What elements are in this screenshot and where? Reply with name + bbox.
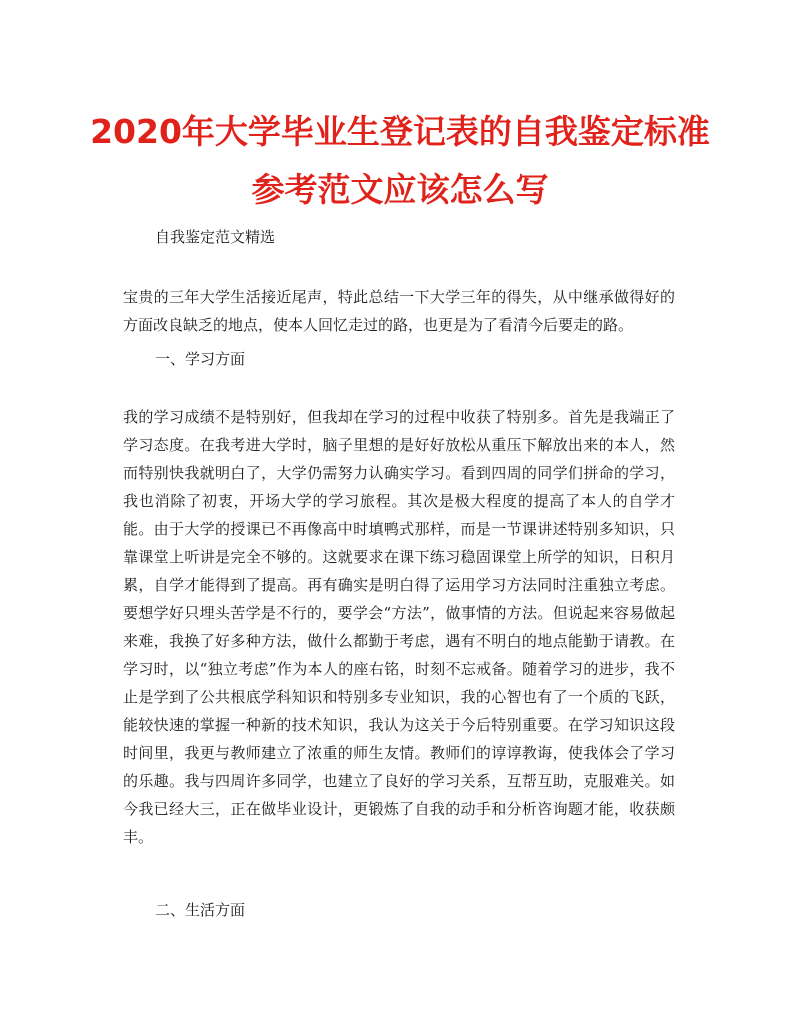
document-subtitle: 自我鉴定范文精选 (155, 228, 276, 246)
study-paragraph: 我的学习成绩不是特别好，但我却在学习的过程中收获了特别多。首先是我端正了学习态度。在我考进大学时，脑子里想的是好好放松从重压下解放出来的本人，然而特别快我就明白了，大学仍需努力认确实学习。看到四周的同学们拼命的学习，我也消除了初衷，开场大学的学习旅程。其次是极大程度的提高了本人的自学才能。由于大学的授课已不再像高中时填鸭式那样，而是一节课讲述特别多知识，只靠课堂上听讲是完全不够的。这就要求在课下练习稳固课堂上所学的知识，日积月累，自学才能得到了提高。再有确实是明白得了运用学习方法同时注重独立考虑。要想学好只埋头苦学是不行的，要学会“方法”，做事情的方法。但说起来容易做起来难，我换了好多种方法，做什么都勤于考虑，遇有不明白的地点能勤于请教。在学习时，以“独立考虑”作为本人的座右铭，时刻不忘戒备。随着学习的进步，我不止是学到了公共根底学科知识和特别多专业知识，我的心智也有了一个质的飞跃，能较快速的掌握一种新的技术知识，我认为这关于今后特别重要。在学习知识这段时间里，我更与教师建立了浓重的师生友情。教师们的谆谆教诲，使我体会了学习的乐趣。我与四周许多同学，也建立了良好的学习关系，互帮互助，克服难关。如今我已经大三，正在做毕业设计，更锻炼了自我的动手和分析咨询题才能，收获颇丰。 (123, 408, 675, 846)
section-heading-study: 一、学习方面 (155, 350, 246, 368)
document-title-line-2: 参考范文应该怎么写 (251, 170, 549, 209)
document-title-line-1: 2020年大学毕业生登记表的自我鉴定标准 (90, 112, 710, 151)
section-heading-life: 二、生活方面 (155, 901, 246, 919)
intro-paragraph: 宝贵的三年大学生活接近尾声，特此总结一下大学三年的得失，从中继承做得好的方面改良缺乏的地点，使本人回忆走过的路，也更是为了看清今后要走的路。 (123, 288, 675, 334)
